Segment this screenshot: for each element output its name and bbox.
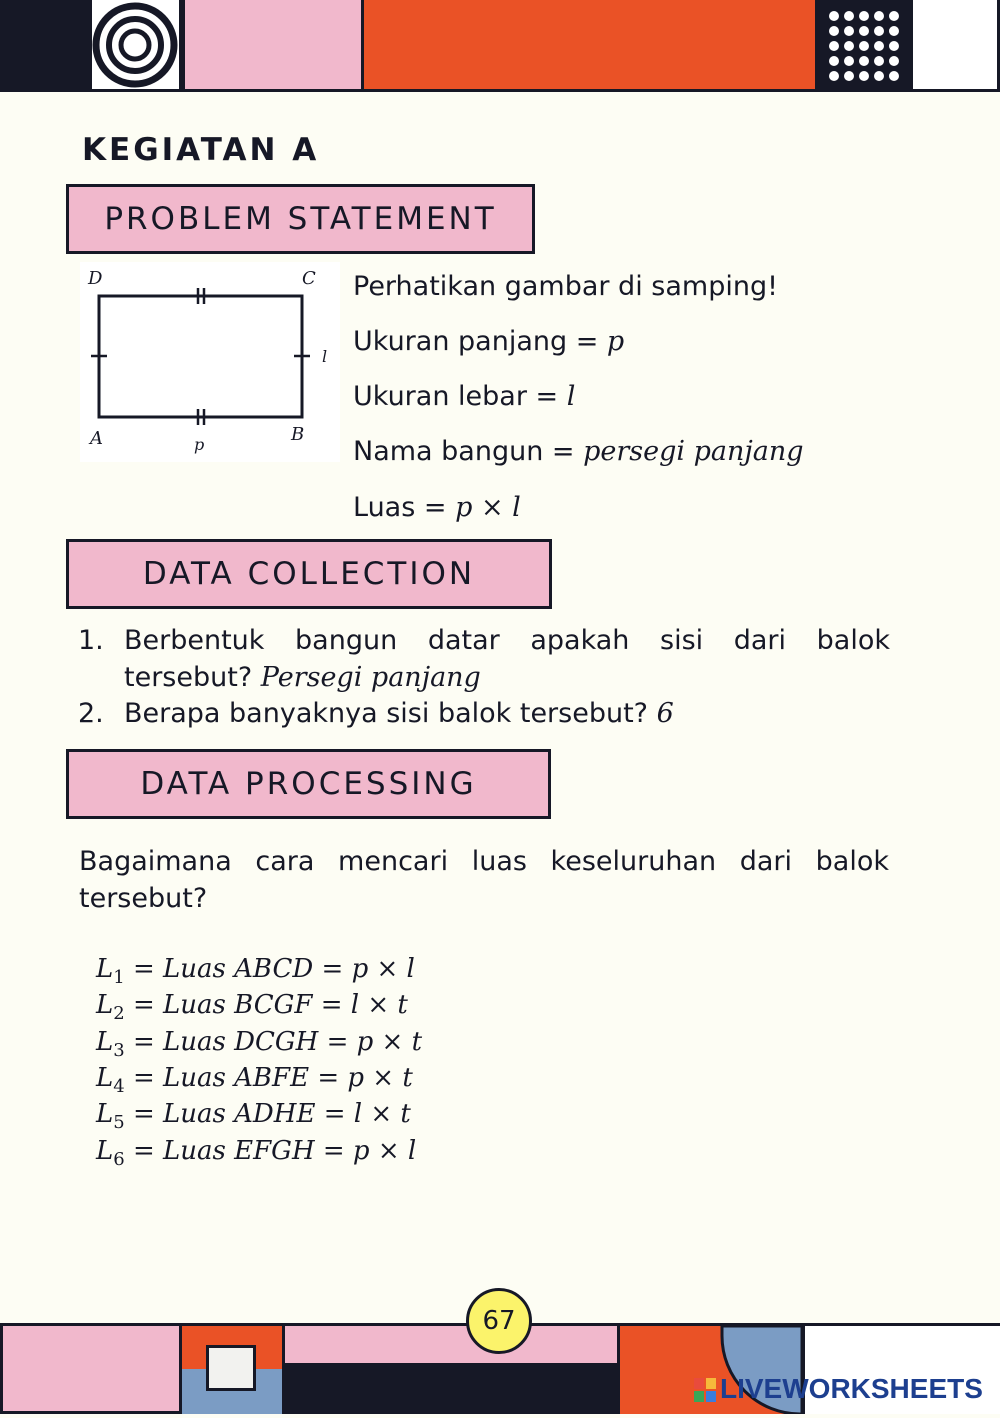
bottom-band-pink-strip bbox=[282, 1323, 620, 1366]
vertex-label-a: A bbox=[90, 428, 103, 449]
decorative-dot bbox=[829, 71, 839, 81]
decorative-dot bbox=[829, 26, 839, 36]
square-decoration bbox=[206, 1345, 256, 1391]
decorative-dot bbox=[859, 11, 869, 21]
decorative-dot bbox=[859, 71, 869, 81]
observe-instruction: Perhatikan gambar di samping! bbox=[353, 271, 778, 302]
decorative-dot bbox=[844, 56, 854, 66]
data-collection-title: DATA COLLECTION bbox=[66, 539, 552, 609]
processing-question: Bagaimana cara mencari luas keseluruhan dari balok tersebut? bbox=[79, 846, 889, 914]
width-line: Ukuran lebar = l bbox=[353, 381, 576, 412]
decorative-dot bbox=[889, 56, 899, 66]
decorative-dot bbox=[859, 56, 869, 66]
decorative-dot bbox=[844, 26, 854, 36]
decorative-dot bbox=[874, 41, 884, 51]
decorative-dot bbox=[844, 11, 854, 21]
top-band-white-block bbox=[910, 0, 1000, 92]
formula-line: $L_1$ = Luas ABCD = p × l bbox=[96, 954, 415, 989]
problem-statement-title: PROBLEM STATEMENT bbox=[66, 184, 535, 254]
formula-line: $L_3$ = Luas DCGH = p × t bbox=[96, 1027, 423, 1062]
activity-heading: KEGIATAN A bbox=[82, 132, 320, 168]
decorative-dot bbox=[874, 56, 884, 66]
vertex-label-c: C bbox=[302, 268, 316, 289]
decorative-dot bbox=[889, 71, 899, 81]
item-question: Berbentuk bangun datar apakah sisi dari balok tersebut? bbox=[124, 625, 890, 693]
shape-name-line: Nama bangun = persegi panjang bbox=[353, 436, 804, 467]
collection-item bbox=[78, 622, 890, 696]
area-line: Luas = p × l bbox=[353, 492, 521, 523]
decorative-dot bbox=[829, 41, 839, 51]
page-number: 67 bbox=[466, 1288, 532, 1354]
decorative-dot bbox=[844, 41, 854, 51]
item-answer: Persegi panjang bbox=[260, 662, 481, 693]
top-band-orange-block bbox=[364, 0, 818, 92]
item-number: 2. bbox=[78, 698, 104, 729]
liveworksheets-watermark[interactable]: LIVEWORKSHEETS bbox=[720, 1373, 983, 1404]
decorative-dot bbox=[874, 26, 884, 36]
collection-item bbox=[78, 695, 890, 732]
formula-line: $L_6$ = Luas EFGH = p × l bbox=[96, 1136, 417, 1171]
item-answer: 6 bbox=[656, 698, 674, 729]
formula-line: $L_5$ = Luas ADHE = l × t bbox=[96, 1099, 411, 1134]
formula-line: $L_4$ = Luas ABFE = p × t bbox=[96, 1063, 413, 1098]
item-question: Berapa banyaknya sisi balok tersebut? bbox=[124, 698, 649, 729]
decorative-dot bbox=[859, 41, 869, 51]
decorative-dot bbox=[874, 71, 884, 81]
item-text bbox=[124, 695, 890, 732]
data-processing-title: DATA PROCESSING bbox=[66, 749, 551, 819]
vertex-label-b: B bbox=[291, 424, 305, 445]
bottom-band-pink-block bbox=[0, 1323, 182, 1414]
decorative-dot bbox=[874, 11, 884, 21]
top-band-navy-block bbox=[0, 0, 92, 92]
length-line: Ukuran panjang = p bbox=[353, 326, 625, 357]
side-label-p: p bbox=[194, 435, 205, 454]
item-number: 1. bbox=[78, 625, 104, 656]
concentric-circles-decoration bbox=[92, 0, 182, 92]
vertex-label-d: D bbox=[88, 268, 103, 289]
decorative-dot bbox=[829, 56, 839, 66]
bottom-band-navy-block bbox=[282, 1366, 620, 1414]
side-label-l: l bbox=[322, 347, 328, 366]
dot-grid-decoration bbox=[818, 0, 910, 92]
formula-line: $L_2$ = Luas BCGF = l × t bbox=[96, 990, 408, 1025]
decorative-dot bbox=[859, 26, 869, 36]
top-band-pink-block bbox=[182, 0, 364, 92]
decorative-dot bbox=[829, 11, 839, 21]
decorative-dot bbox=[889, 26, 899, 36]
decorative-dot bbox=[889, 11, 899, 21]
decorative-dot bbox=[889, 41, 899, 51]
item-text bbox=[124, 622, 890, 696]
rectangle-figure bbox=[80, 262, 340, 462]
liveworksheets-logo-icon bbox=[694, 1378, 716, 1402]
decorative-dot bbox=[844, 71, 854, 81]
